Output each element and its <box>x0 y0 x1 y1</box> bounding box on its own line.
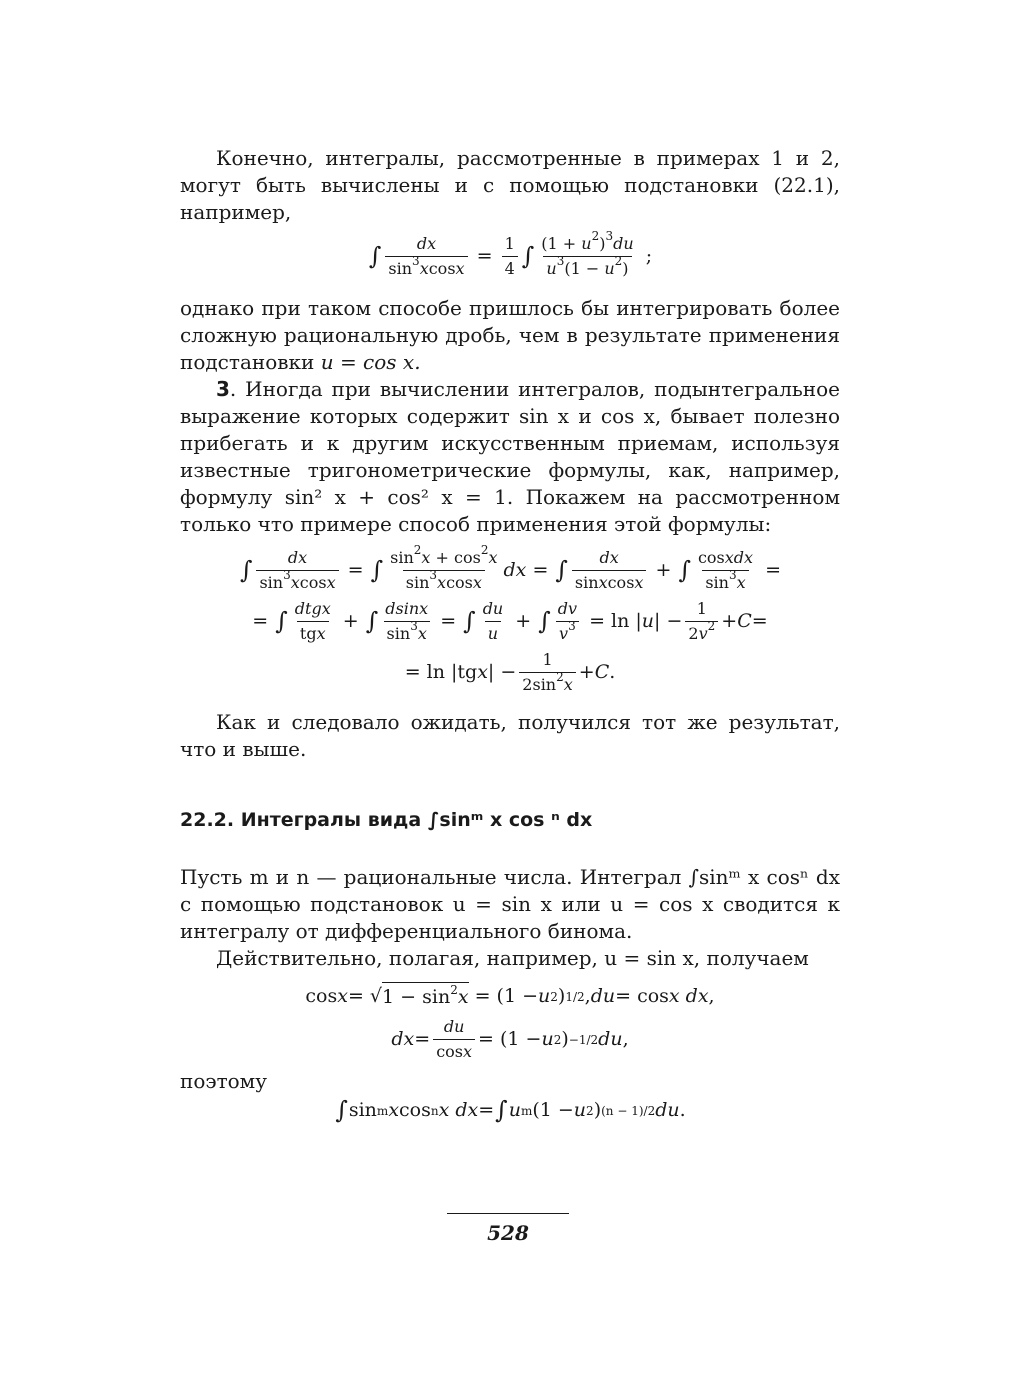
equation-5: ∫ sin m x cos n x dx = ∫ u m (1 − u 2 ) (n − 1)/2 du . <box>335 1096 686 1124</box>
page-number: 528 <box>487 1221 529 1245</box>
paragraph-2: однако при таком способе пришлось бы интегрировать более сложную рациональную дробь, чем в результате применения подстановки u = cos x. <box>180 296 840 374</box>
paragraph-7: поэтому <box>180 1069 268 1093</box>
equation-2-line-2: = ∫ $\frac{\text{dtgx}}{\text{tgx}}$ + ∫ $\frac{dsinx}{\sin^3x}$ = ∫ $\frac{du}{u}$ + ∫ $\frac{dv}{v^3}$ = ln | u | − $\frac{1}{2v^2}$ + C = <box>180 597 840 646</box>
section-heading: 22.2. Интегралы вида ∫sinᵐ x cos ⁿ dx <box>180 809 593 831</box>
paragraph-4: Как и следовало ожидать, получился тот же результат, что и выше. <box>180 710 840 761</box>
paragraph-6: Действительно, полагая, например, u = sin x, получаем <box>216 946 809 970</box>
equation-1: ∫ $\frac{dx}{\sin^3xcosx}$ = $\frac{1}{4}$ ∫ $\frac{(1 + u^2)^3du}{u^3(1 - u^2)}$ ; <box>180 232 840 281</box>
paragraph-5: Пусть m и n — рациональные числа. Интеграл ∫sinᵐ x cosⁿ dx с помощью подстановок u = sin x или u = cos x сводится к интегралу от дифференциального бинома. <box>180 865 840 943</box>
page-body <box>180 145 840 1124</box>
footer-rule <box>447 1213 569 1214</box>
paragraph-3: 3. Иногда при вычислении интегралов, подынтегральное выражение которых содержит sin x и cos x, бывает полезно прибегать и к другим искусственным приемам, используя известные тригонометрические формулы, как, например, формулу sin² x + cos² x = 1. Покажем на рассмотренном только что примере способ применения этой формулы: <box>180 377 841 536</box>
equation-4: dx = $\frac{du}{\cos x}$ = (1 − u 2 ) −1/2 du , <box>180 1015 840 1064</box>
equation-3: cos x = √ $1 - \sin^2x$ = (1 − u 2 ) 1/2 , du = cos x dx , <box>180 982 840 1011</box>
equation-2-line-3: = ln |tg x | − $\frac{1}{2\sin^2x}$ + C . <box>180 648 840 697</box>
paragraph-1: Конечно, интегралы, рассмотренные в примерах 1 и 2, могут быть вычислены и с помощью подстановки (22.1), например, <box>180 146 840 224</box>
equation-2-line-1: ∫ $\frac{dx}{\sin^3xcosx}$ = ∫ $\frac{\sin^2x + \cos^2x}{\sin^3xcosx}$ dx = ∫ $\frac{dx}{\text{sinxcosx}}$ + ∫ $\frac{\text{cosxdx}}{\sin^3x}$ = <box>180 546 840 595</box>
